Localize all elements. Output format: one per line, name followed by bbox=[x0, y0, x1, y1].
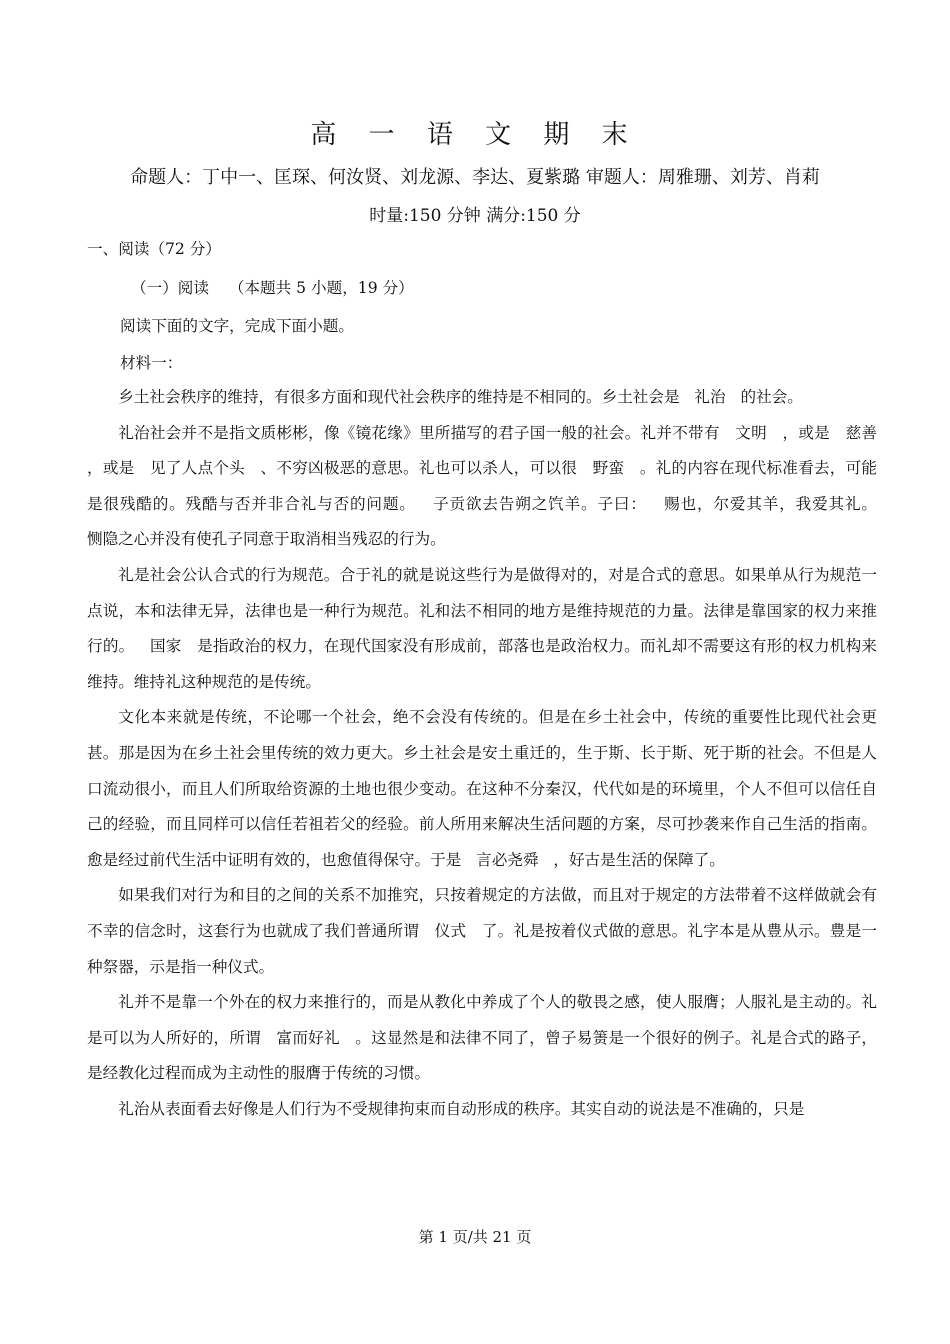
passage-paragraph: 礼治社会并不是指文质彬彬，像《镜花缘》里所描写的君子国一般的社会。礼并不带有 文明 ，或是 慈善 ，或是 见了人点个头 、不穷凶极恶的意思。礼也可以杀人，可以很 野蛮 。礼的内容在现代标准看去，可能是很残酷的。残酷与否并非合礼与否的问题。 子贡欲去告朔之饩羊。子曰： 赐也，尔爱其羊，我爱其礼。 恻隐之心并没有使孔子同意于取消相当残忍的行为。 bbox=[87, 423, 907, 549]
passage-paragraph: 如果我们对行为和目的之间的关系不加推究，只按着规定的方法做，而且对于规定的方法带着不这样做就会有不幸的信念时，这套行为也就成了我们普通所谓 仪式 了。礼是按着仪式做的意思。礼字本是从豊从示。豊是一种祭器，示是指一种仪式。 bbox=[87, 886, 877, 976]
passage-body bbox=[87, 380, 907, 1127]
passage-paragraph: 礼并不是靠一个外在的权力来推行的，而是从教化中养成了个人的敬畏之感，使人服膺；人服礼是主动的。礼是可以为人所好的，所谓 富而好礼 。这显然是和法律不同了，曾子易箦是一个很好的例子。礼是合式的路子，是经教化过程而成为主动性的服膺于传统的习惯。 bbox=[87, 993, 877, 1083]
subsection-heading: （一）阅读 （本题共 5 小题，19 分） bbox=[131, 279, 414, 297]
passage-paragraph: 文化本来就是传统，不论哪一个社会，绝不会没有传统的。但是在乡土社会中，传统的重要性比现代社会更甚。那是因为在乡土社会里传统的效力更大。乡土社会是安土重迁的，生于斯、长于斯、死于斯的社会。不但是人口流动很小，而且人们所取给资源的土地也很少变动。在这种不分秦汉，代代如是的环境里，个人不但可以信任自己的经验，而且同样可以信任若祖若父的经验。前人所用来解决生活问题的方案，尽可抄袭来作自己生活的指南。愈是经过前代生活中证明有效的，也愈值得保守。于是 言必尧舜 ，好古是生活的保障了。 bbox=[87, 708, 877, 869]
passage-paragraph: 礼治从表面看去好像是人们行为不受规律拘束而自动形成的秩序。其实自动的说法是不准确的，只是 bbox=[118, 1099, 805, 1118]
authors-line: 命题人：丁中一、匡琛、何汝贤、刘龙源、李达、夏紫璐 审题人：周雅珊、刘芳、肖莉 bbox=[130, 167, 820, 188]
material-label: 材料一： bbox=[120, 354, 183, 372]
section-heading: 一、阅读（72 分） bbox=[87, 240, 221, 258]
page-footer: 第 1 页/共 21 页 bbox=[418, 1228, 532, 1246]
passage-paragraph: 乡土社会秩序的维持，有很多方面和现代社会秩序的维持是不相同的。乡土社会是 礼治 的社会。 bbox=[118, 388, 803, 406]
exam-title: 高 一 语 文 期 末 bbox=[310, 120, 640, 150]
passage-paragraph: 礼是社会公认合式的行为规范。合于礼的就是说这些行为是做得对的，对是合式的意思。如果单从行为规范一点说，本和法律无异，法律也是一种行为规范。礼和法不相同的地方是维持规范的力量。法律是靠国家的权力来推行的。 国家 是指政治的权力，在现代国家没有形成前，部落也是政治权力。而礼却不需要这有形的权力机构来维持。维持礼这种规范的是传统。 bbox=[87, 565, 877, 691]
time-score-line: 时量:150 分钟 满分:150 分 bbox=[369, 206, 581, 226]
reading-instruction: 阅读下面的文字，完成下面小题。 bbox=[120, 317, 354, 335]
